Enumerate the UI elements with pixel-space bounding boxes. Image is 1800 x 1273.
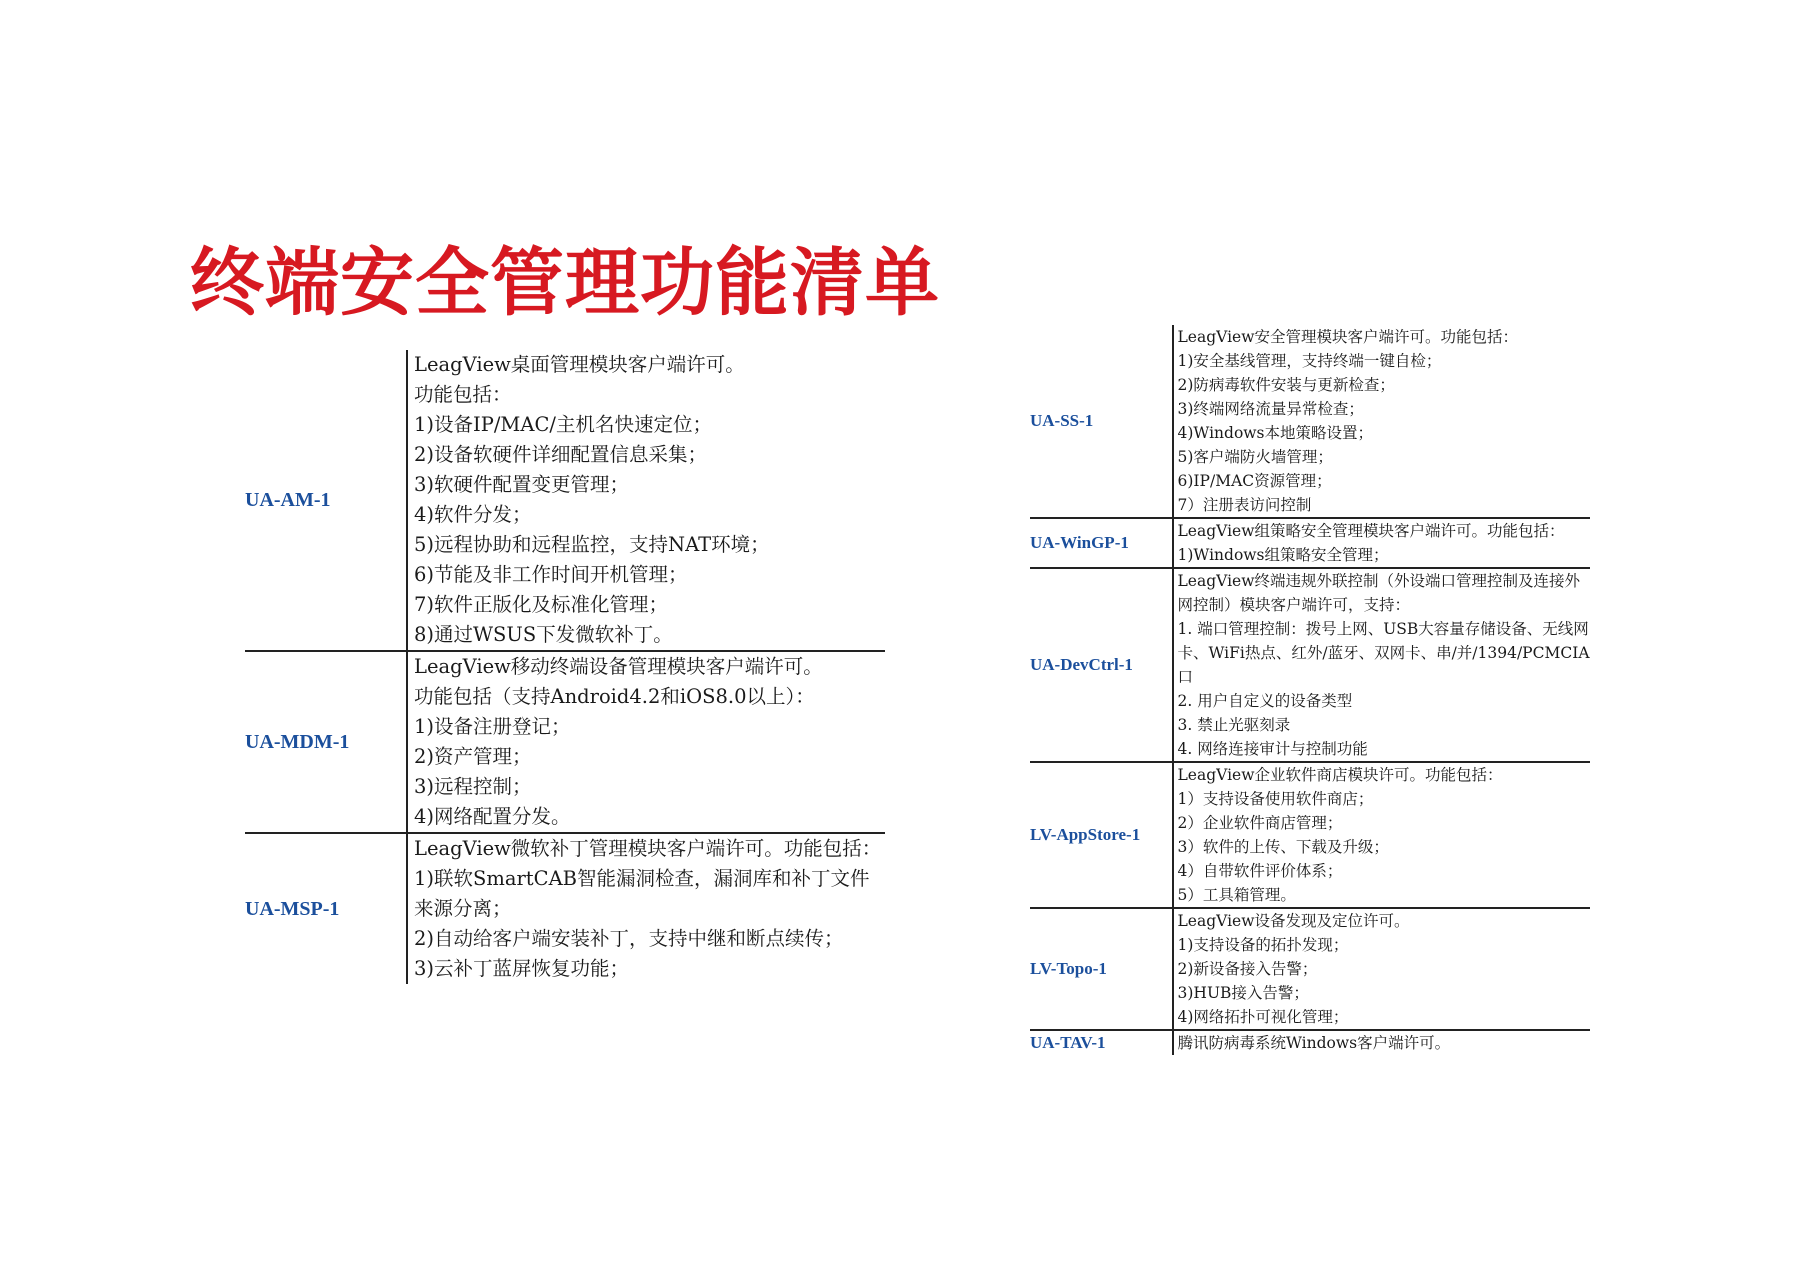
product-description: LeagView微软补丁管理模块客户端许可。功能包括： 1)联软SmartCAB智能漏洞检查，漏洞库和补丁文件来源分离； 2)自动给客户端安装补丁，支持中继和断点续传； 3)云补丁蓝屏恢复功能； xyxy=(407,833,885,984)
product-description: LeagView企业软件商店模块许可。功能包括： 1）支持设备使用软件商店； 2）企业软件商店管理； 3）软件的上传、下载及升级； 4）自带软件评价体系； 5）工具箱管理。 xyxy=(1173,762,1590,908)
table-row xyxy=(1030,518,1590,568)
product-description: LeagView组策略安全管理模块客户端许可。功能包括： 1)Windows组策略安全管理； xyxy=(1173,518,1590,568)
product-code: LV-Topo-1 xyxy=(1030,908,1173,1030)
product-description: LeagView移动终端设备管理模块客户端许可。 功能包括（支持Android4.2和iOS8.0以上）： 1)设备注册登记； 2)资产管理； 3)远程控制； 4)网络配置分发。 xyxy=(407,651,885,833)
left-function-table xyxy=(245,350,885,984)
product-description: LeagView终端违规外联控制（外设端口管理控制及连接外网控制）模块客户端许可，支持： 1. 端口管理控制：拨号上网、USB大容量存储设备、无线网卡、WiFi热点、红外/蓝牙、双网卡、串/并/1394/PCMCIA口 2. 用户自定义的设备类型 3. 禁止光驱刻录 4. 网络连接审计与控制功能 xyxy=(1173,568,1590,762)
product-description: LeagView安全管理模块客户端许可。功能包括： 1)安全基线管理，支持终端一键自检； 2)防病毒软件安装与更新检查； 3)终端网络流量异常检查； 4)Windows本地策略设置； 5)客户端防火墙管理； 6)IP/MAC资源管理； 7）注册表访问控制 xyxy=(1173,325,1590,518)
right-function-table xyxy=(1030,325,1590,1055)
table-row xyxy=(1030,568,1590,762)
product-code: UA-MSP-1 xyxy=(245,897,340,920)
table-row xyxy=(245,651,885,833)
product-description: LeagView桌面管理模块客户端许可。 功能包括： 1)设备IP/MAC/主机名快速定位； 2)设备软硬件详细配置信息采集； 3)软硬件配置变更管理； 4)软件分发； 5)远程协助和远程监控，支持NAT环境； 6)节能及非工作时间开机管理； 7)软件正版化及标准化管理； 8)通过WSUS下发微软补丁。 xyxy=(407,350,885,651)
table-row xyxy=(1030,762,1590,908)
table-row xyxy=(245,833,885,984)
table-row xyxy=(1030,325,1590,518)
table-row xyxy=(245,350,885,651)
product-code: UA-DevCtrl-1 xyxy=(1030,568,1173,762)
product-code: UA-SS-1 xyxy=(1030,325,1173,518)
product-code: UA-TAV-1 xyxy=(1030,1033,1106,1052)
product-code: UA-WinGP-1 xyxy=(1030,518,1173,568)
product-code: LV-AppStore-1 xyxy=(1030,762,1173,908)
page-title: 终端安全管理功能清单 xyxy=(190,240,940,326)
product-code: UA-MDM-1 xyxy=(245,651,407,833)
product-code: UA-AM-1 xyxy=(245,350,407,651)
product-description: LeagView设备发现及定位许可。 1)支持设备的拓扑发现； 2)新设备接入告警； 3)HUB接入告警； 4)网络拓扑可视化管理； xyxy=(1173,908,1590,1030)
product-description: 腾讯防病毒系统Windows客户端许可。 xyxy=(1173,1030,1590,1055)
table-row xyxy=(1030,908,1590,1030)
table-row xyxy=(1030,1030,1590,1055)
